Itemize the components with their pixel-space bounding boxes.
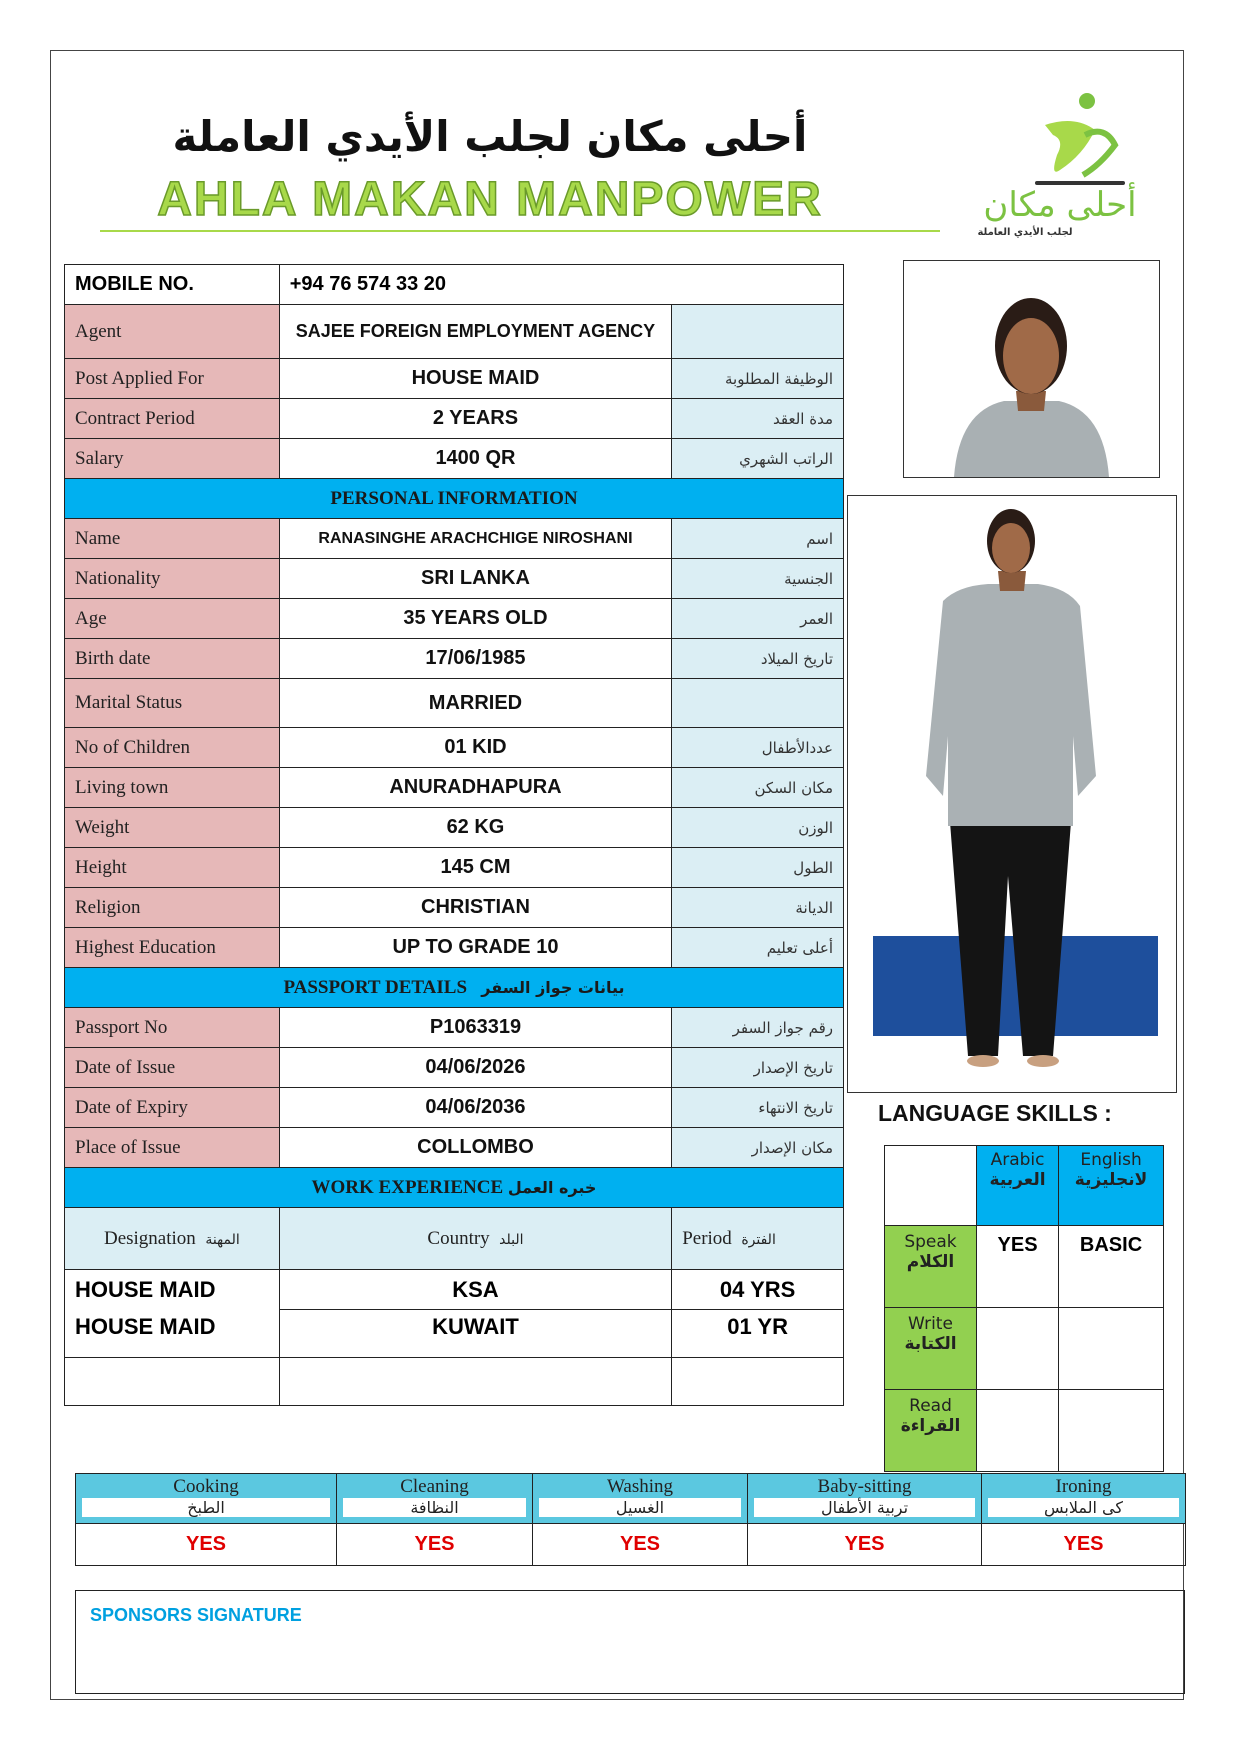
row-value: SAJEE FOREIGN EMPLOYMENT AGENCY [279,305,671,359]
row-arabic: الديانة [672,888,844,928]
info-row [65,848,844,888]
row-label: Birth date [65,639,280,679]
row-value: UP TO GRADE 10 [279,928,671,968]
skill-label-ar: الكلام [906,1252,955,1272]
row-arabic: عددالأطفال [672,728,844,768]
write-label [885,1308,977,1390]
language-skills-title: LANGUAGE SKILLS : [878,1100,1112,1126]
info-row [65,888,844,928]
row-value: COLLOMBO [279,1128,671,1168]
language-row [885,1390,1164,1472]
skill-label-en: Speak [904,1232,957,1252]
work-row [65,1270,844,1310]
row-arabic [672,679,844,728]
skill-name: Ironing [1055,1476,1112,1497]
mobile-value: +94 76 574 33 20 [279,265,843,305]
skill-label-ar: الكتابة [904,1334,957,1354]
designation-header [65,1208,280,1270]
work-designation: HOUSE MAID [65,1310,280,1358]
english-company-title: AHLA MAKAN MANPOWER [157,173,823,226]
row-arabic: العمر [672,599,844,639]
speak-label [885,1226,977,1308]
info-row [65,439,844,479]
read-english-value [1059,1390,1164,1472]
read-label [885,1390,977,1472]
read-arabic-value [977,1390,1059,1472]
info-row [65,1048,844,1088]
skill-babysitting-header [748,1474,982,1524]
skill-value: YES [748,1524,982,1566]
info-row [65,728,844,768]
row-label: Salary [65,439,280,479]
passport-title-ar: بيانات جواز السفر [481,977,625,997]
country-label: Country [427,1227,490,1249]
work-country: KUWAIT [279,1310,671,1358]
english-label-ar: لانجليزية [1074,1170,1148,1190]
row-value: ANURADHAPURA [279,768,671,808]
row-label: Weight [65,808,280,848]
row-label: Marital Status [65,679,280,728]
write-english-value [1059,1308,1164,1390]
company-logo [965,85,1155,245]
passport-photo [903,260,1160,478]
row-arabic: مدة العقد [672,399,844,439]
skill-name-ar: الطبخ [82,1498,330,1517]
info-row [65,928,844,968]
work-header-row [65,1208,844,1270]
row-arabic: الجنسية [672,559,844,599]
row-arabic: مكان الإصدار [672,1128,844,1168]
row-arabic: الطول [672,848,844,888]
row-value: SRI LANKA [279,559,671,599]
work-row [65,1310,844,1358]
work-title-en: WORK EXPERIENCE [311,1176,504,1198]
info-row [65,1008,844,1048]
work-row-empty [65,1358,844,1406]
skill-name-ar: تربية الأطفال [754,1498,975,1517]
skill-value: YES [533,1524,748,1566]
info-row [65,1128,844,1168]
personal-info-title: PERSONAL INFORMATION [65,479,844,519]
info-row [65,559,844,599]
work-country: KSA [279,1270,671,1310]
arabic-label: Arabic [990,1150,1045,1170]
work-experience-title [65,1168,844,1208]
passport-details-title [65,968,844,1008]
skill-cooking-header [76,1474,337,1524]
info-row [65,1088,844,1128]
period-label-ar: الفترة [741,1231,776,1248]
skills-value-row [76,1524,1186,1566]
speak-english-value: BASIC [1059,1226,1164,1308]
skill-label-en: Write [908,1314,953,1334]
logo-subtitle: لجلب الأيدي العاملة [977,227,1073,238]
skill-label-en: Read [909,1396,952,1416]
info-row [65,599,844,639]
row-label: No of Children [65,728,280,768]
work-designation: HOUSE MAID [65,1270,280,1310]
row-value: 35 YEARS OLD [279,599,671,639]
applicant-info-table [64,264,844,1406]
row-arabic: أعلى تعليم [672,928,844,968]
period-label: Period [682,1227,732,1249]
country-label-ar: البلد [499,1231,524,1248]
skill-name-ar: کی الملابس [988,1498,1179,1517]
language-corner-cell [885,1146,977,1226]
info-row [65,519,844,559]
row-label: Date of Issue [65,1048,280,1088]
skill-cleaning-header [337,1474,533,1524]
work-title-ar: خبره العمل [507,1177,597,1197]
info-row [65,808,844,848]
row-value: P1063319 [279,1008,671,1048]
row-value: 04/06/2026 [279,1048,671,1088]
language-row [885,1308,1164,1390]
speak-arabic-value: YES [977,1226,1059,1308]
english-column-header [1059,1146,1164,1226]
skill-label-ar: القراءة [900,1416,961,1436]
work-period: 01 YR [672,1310,844,1358]
row-value: HOUSE MAID [279,359,671,399]
row-arabic: تاريخ الميلاد [672,639,844,679]
row-arabic: اسم [672,519,844,559]
runner-logo-icon [965,85,1155,195]
mobile-label: MOBILE NO. [65,265,280,305]
skill-washing-header [533,1474,748,1524]
row-value: RANASINGHE ARACHCHIGE NIROSHANI [279,519,671,559]
skill-name-ar: النظافة [343,1498,526,1517]
work-skills-table [75,1473,1186,1566]
row-arabic: الراتب الشهري [672,439,844,479]
write-arabic-value [977,1308,1059,1390]
row-value: MARRIED [279,679,671,728]
language-skills-table [884,1145,1164,1472]
skill-value: YES [982,1524,1186,1566]
skill-name-ar: الغسيل [539,1498,741,1517]
portrait-image [904,261,1159,477]
skill-name: Cleaning [400,1476,469,1497]
row-arabic: الوظيفة المطلوبة [672,359,844,399]
row-arabic: تاريخ الإصدار [672,1048,844,1088]
country-header [279,1208,671,1270]
sponsor-signature-label: SPONSORS SIGNATURE [90,1605,302,1625]
row-label: Nationality [65,559,280,599]
info-row [65,399,844,439]
designation-label: Designation [103,1227,196,1249]
full-body-image [848,496,1176,1092]
work-country [279,1358,671,1406]
row-arabic [672,305,844,359]
language-row [885,1226,1164,1308]
row-arabic: مكان السكن [672,768,844,808]
row-value: 2 YEARS [279,399,671,439]
full-body-photo [847,495,1177,1093]
work-period: 04 YRS [672,1270,844,1310]
row-label: Post Applied For [65,359,280,399]
section-header [65,479,844,519]
arabic-company-title: أحلى مكان لجلب الأيدي العاملة [172,112,808,161]
info-row [65,639,844,679]
row-label: Name [65,519,280,559]
agent-row [65,305,844,359]
period-header [672,1208,844,1270]
row-value: 145 CM [279,848,671,888]
row-value: 1400 QR [279,439,671,479]
row-arabic: تاريخ الانتهاء [672,1088,844,1128]
arabic-label-ar: العربية [989,1170,1046,1190]
sponsor-signature-box[interactable] [75,1590,1185,1694]
row-arabic: الوزن [672,808,844,848]
language-header-row [885,1146,1164,1226]
row-label: Agent [65,305,280,359]
row-label: Height [65,848,280,888]
row-value: 62 KG [279,808,671,848]
info-row [65,679,844,728]
arabic-column-header [977,1146,1059,1226]
skill-name: Washing [606,1476,674,1497]
row-value: CHRISTIAN [279,888,671,928]
row-label: Place of Issue [65,1128,280,1168]
work-period [672,1358,844,1406]
skill-ironing-header [982,1474,1186,1524]
row-label: Age [65,599,280,639]
row-label: Date of Expiry [65,1088,280,1128]
section-header [65,1168,844,1208]
skill-name: Cooking [173,1476,239,1497]
work-designation [65,1358,280,1406]
title-underline [100,230,940,232]
row-label: Highest Education [65,928,280,968]
row-label: Religion [65,888,280,928]
row-value: 17/06/1985 [279,639,671,679]
row-value: 04/06/2036 [279,1088,671,1128]
row-label: Contract Period [65,399,280,439]
row-value: 01 KID [279,728,671,768]
info-row [65,768,844,808]
passport-title-en: PASSPORT DETAILS [283,976,468,998]
section-header [65,968,844,1008]
designation-label-ar: المهنة [205,1231,240,1248]
logo-arabic-text: أحلى مكان [983,185,1137,225]
skill-name: Baby-sitting [817,1476,912,1497]
row-label: Passport No [65,1008,280,1048]
skill-value: YES [76,1524,337,1566]
skill-value: YES [337,1524,533,1566]
info-row [65,359,844,399]
english-label: English [1080,1150,1142,1170]
mobile-row [65,265,844,305]
skills-header-row [76,1474,1186,1524]
row-arabic: رقم جواز السفر [672,1008,844,1048]
row-label: Living town [65,768,280,808]
